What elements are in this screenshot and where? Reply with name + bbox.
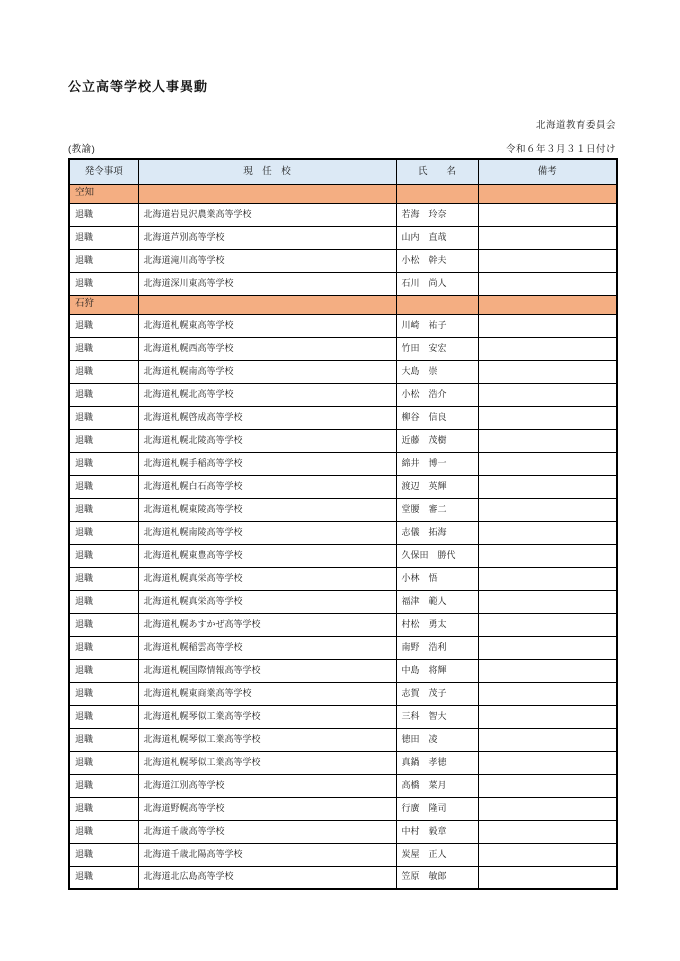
cell-action: 退職 [69, 820, 138, 843]
cell-action: 退職 [69, 429, 138, 452]
table-row [69, 498, 617, 521]
document-content [68, 0, 616, 890]
cell-name: 中村 毅章 [396, 820, 478, 843]
cell-school: 北海道札幌琴似工業高等学校 [138, 705, 396, 728]
cell-note [478, 820, 617, 843]
table-row [69, 843, 617, 866]
region-empty-cell [396, 184, 478, 203]
cell-name: 若海 玲奈 [396, 203, 478, 226]
category-note: (教諭) [68, 144, 96, 155]
meta-line [68, 141, 616, 155]
cell-name: 大島 崇 [396, 360, 478, 383]
table-row [69, 682, 617, 705]
cell-note [478, 360, 617, 383]
cell-name: 小松 浩介 [396, 383, 478, 406]
table-row [69, 406, 617, 429]
region-section-row [69, 295, 617, 314]
cell-name: 志賀 茂子 [396, 682, 478, 705]
cell-name: 近藤 茂樹 [396, 429, 478, 452]
cell-school: 北海道札幌国際情報高等学校 [138, 659, 396, 682]
cell-school: 北海道札幌啓成高等学校 [138, 406, 396, 429]
cell-action: 退職 [69, 383, 138, 406]
cell-note [478, 337, 617, 360]
table-row [69, 249, 617, 272]
cell-school: 北海道札幌南高等学校 [138, 360, 396, 383]
table-row [69, 613, 617, 636]
cell-note [478, 613, 617, 636]
cell-school: 北海道札幌真栄高等学校 [138, 590, 396, 613]
cell-note [478, 226, 617, 249]
table-row [69, 521, 617, 544]
cell-school: 北海道札幌西高等学校 [138, 337, 396, 360]
cell-name: 高橋 菜月 [396, 774, 478, 797]
cell-action: 退職 [69, 337, 138, 360]
cell-school: 北海道札幌東高等学校 [138, 314, 396, 337]
cell-action: 退職 [69, 659, 138, 682]
cell-action: 退職 [69, 203, 138, 226]
cell-name: 石川 尚人 [396, 272, 478, 295]
table-row [69, 774, 617, 797]
cell-name: 南野 浩利 [396, 636, 478, 659]
cell-school: 北海道札幌白石高等学校 [138, 475, 396, 498]
table-row [69, 866, 617, 889]
cell-school: 北海道北広島高等学校 [138, 866, 396, 889]
cell-note [478, 314, 617, 337]
cell-note [478, 774, 617, 797]
cell-note [478, 383, 617, 406]
cell-school: 北海道札幌真栄高等学校 [138, 567, 396, 590]
cell-name: 徳田 凌 [396, 728, 478, 751]
cell-school: 北海道札幌北陵高等学校 [138, 429, 396, 452]
table-row [69, 728, 617, 751]
cell-name: 炭屋 正人 [396, 843, 478, 866]
cell-school: 北海道岩見沢農業高等学校 [138, 203, 396, 226]
region-label: 石狩 [69, 295, 138, 314]
cell-name: 笠原 敏郎 [396, 866, 478, 889]
cell-action: 退職 [69, 544, 138, 567]
cell-action: 退職 [69, 705, 138, 728]
table-row [69, 226, 617, 249]
cell-note [478, 682, 617, 705]
cell-name: 渡辺 英輝 [396, 475, 478, 498]
cell-school: 北海道札幌東商業高等学校 [138, 682, 396, 705]
organization-name: 北海道教育委員会 [535, 120, 616, 131]
table-row [69, 337, 617, 360]
region-section-row [69, 184, 617, 203]
region-empty-cell [396, 295, 478, 314]
cell-name: 小林 悟 [396, 567, 478, 590]
cell-school: 北海道札幌琴似工業高等学校 [138, 751, 396, 774]
cell-note [478, 452, 617, 475]
cell-name: 行廣 隆司 [396, 797, 478, 820]
cell-school: 北海道札幌稲雲高等学校 [138, 636, 396, 659]
cell-action: 退職 [69, 249, 138, 272]
cell-name: 堂腰 審二 [396, 498, 478, 521]
cell-name: 三科 智大 [396, 705, 478, 728]
table-row [69, 751, 617, 774]
cell-note [478, 797, 617, 820]
cell-action: 退職 [69, 406, 138, 429]
cell-school: 北海道札幌東陵高等学校 [138, 498, 396, 521]
table-row [69, 797, 617, 820]
cell-school: 北海道滝川高等学校 [138, 249, 396, 272]
table-row [69, 383, 617, 406]
region-empty-cell [478, 295, 617, 314]
region-label: 空知 [69, 184, 138, 203]
page-title: 公立高等学校人事異動 [68, 79, 209, 94]
cell-action: 退職 [69, 797, 138, 820]
cell-note [478, 406, 617, 429]
cell-note [478, 429, 617, 452]
table-row [69, 705, 617, 728]
col-header-note: 備考 [478, 159, 617, 184]
region-empty-cell [138, 184, 396, 203]
cell-note [478, 728, 617, 751]
col-header-name: 氏 名 [396, 159, 478, 184]
cell-school: 北海道江別高等学校 [138, 774, 396, 797]
table-row [69, 636, 617, 659]
cell-school: 北海道芦別高等学校 [138, 226, 396, 249]
table-row [69, 544, 617, 567]
cell-note [478, 475, 617, 498]
personnel-table [68, 158, 618, 890]
region-empty-cell [138, 295, 396, 314]
cell-school: 北海道札幌手稲高等学校 [138, 452, 396, 475]
cell-action: 退職 [69, 866, 138, 889]
cell-name: 久保田 勝代 [396, 544, 478, 567]
table-row [69, 203, 617, 226]
cell-school: 北海道札幌北高等学校 [138, 383, 396, 406]
cell-school: 北海道千歳北陽高等学校 [138, 843, 396, 866]
table-row [69, 590, 617, 613]
table-row [69, 314, 617, 337]
cell-note [478, 843, 617, 866]
cell-action: 退職 [69, 272, 138, 295]
cell-action: 退職 [69, 452, 138, 475]
col-header-action: 発令事項 [69, 159, 138, 184]
cell-school: 北海道札幌南陵高等学校 [138, 521, 396, 544]
cell-note [478, 272, 617, 295]
cell-note [478, 521, 617, 544]
cell-name: 山内 直哉 [396, 226, 478, 249]
cell-note [478, 751, 617, 774]
cell-action: 退職 [69, 314, 138, 337]
cell-action: 退職 [69, 498, 138, 521]
cell-name: 志儀 拓海 [396, 521, 478, 544]
cell-school: 北海道深川東高等学校 [138, 272, 396, 295]
table-row [69, 272, 617, 295]
cell-note [478, 659, 617, 682]
cell-action: 退職 [69, 226, 138, 249]
cell-action: 退職 [69, 521, 138, 544]
cell-action: 退職 [69, 636, 138, 659]
cell-name: 真鍋 孝徳 [396, 751, 478, 774]
cell-action: 退職 [69, 475, 138, 498]
cell-note [478, 567, 617, 590]
cell-action: 退職 [69, 613, 138, 636]
col-header-school: 現 任 校 [138, 159, 396, 184]
table-row [69, 820, 617, 843]
cell-note [478, 590, 617, 613]
table-header-row [69, 159, 617, 184]
cell-school: 北海道千歳高等学校 [138, 820, 396, 843]
cell-note [478, 636, 617, 659]
cell-note [478, 866, 617, 889]
cell-note [478, 544, 617, 567]
cell-note [478, 705, 617, 728]
cell-name: 小松 幹夫 [396, 249, 478, 272]
cell-action: 退職 [69, 843, 138, 866]
table-row [69, 475, 617, 498]
region-empty-cell [478, 184, 617, 203]
cell-school: 北海道札幌東豊高等学校 [138, 544, 396, 567]
table-row [69, 360, 617, 383]
cell-note [478, 249, 617, 272]
cell-action: 退職 [69, 751, 138, 774]
cell-name: 柳谷 信良 [396, 406, 478, 429]
cell-school: 北海道札幌あすかぜ高等学校 [138, 613, 396, 636]
cell-name: 福津 範人 [396, 590, 478, 613]
table-row [69, 452, 617, 475]
cell-school: 北海道札幌琴似工業高等学校 [138, 728, 396, 751]
cell-name: 中島 将輝 [396, 659, 478, 682]
cell-school: 北海道野幌高等学校 [138, 797, 396, 820]
effective-date: 令和６年３月３１日付け [505, 144, 616, 155]
cell-action: 退職 [69, 728, 138, 751]
cell-action: 退職 [69, 567, 138, 590]
table-row [69, 429, 617, 452]
cell-action: 退職 [69, 360, 138, 383]
cell-name: 竹田 安宏 [396, 337, 478, 360]
cell-action: 退職 [69, 590, 138, 613]
cell-name: 川崎 祐子 [396, 314, 478, 337]
cell-note [478, 203, 617, 226]
cell-name: 村松 勇太 [396, 613, 478, 636]
cell-note [478, 498, 617, 521]
table-row [69, 659, 617, 682]
cell-action: 退職 [69, 774, 138, 797]
table-row [69, 567, 617, 590]
cell-name: 綿井 博一 [396, 452, 478, 475]
cell-action: 退職 [69, 682, 138, 705]
